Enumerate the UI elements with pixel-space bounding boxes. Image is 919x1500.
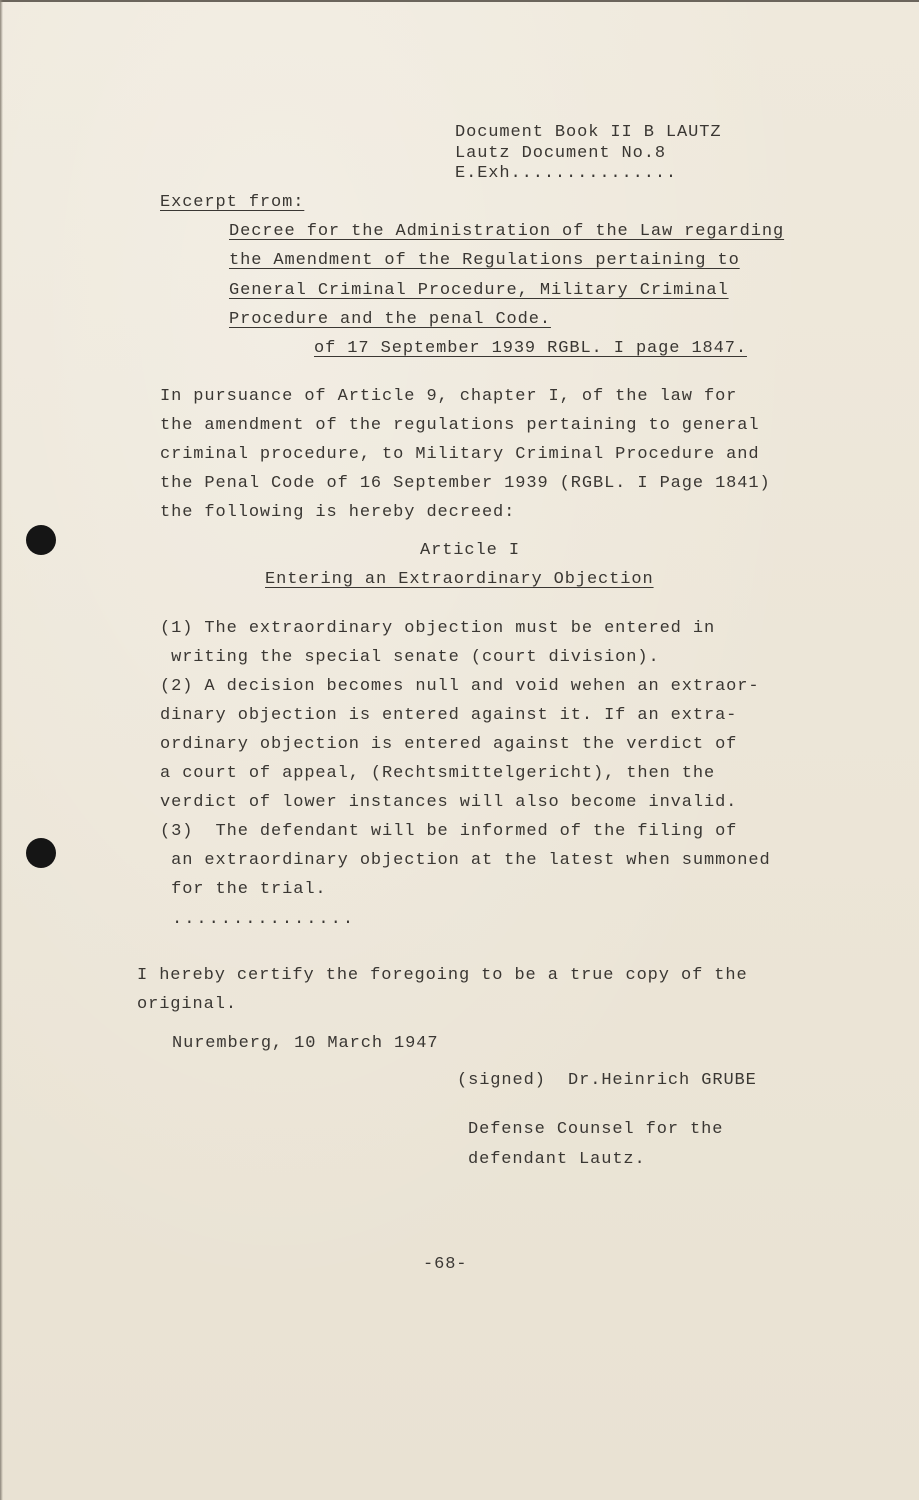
article-heading: Entering an Extraordinary Objection — [265, 570, 654, 589]
decree-title-line: Decree for the Administration of the Law regarding — [229, 222, 785, 241]
ellipsis-separator: ............... — [172, 910, 356, 929]
header-lautz-document: Lautz Document No.8 — [455, 144, 666, 163]
paragraph-line: a court of appeal, (Rechtsmittelgericht), then the — [160, 764, 716, 783]
decree-title-line: General Criminal Procedure, Military Criminal — [229, 281, 729, 300]
certification-line: original. — [137, 995, 237, 1014]
paragraph-line: (1) The extraordinary objection must be entered in — [160, 619, 716, 638]
punch-hole-upper — [26, 525, 56, 555]
paragraph-line: for the trial. — [160, 880, 327, 899]
signer-role-line: defendant Lautz. — [468, 1150, 646, 1169]
paragraph-line: verdict of lower instances will also become invalid. — [160, 793, 738, 812]
intro-line: the following is hereby decreed: — [160, 503, 516, 522]
excerpt-label: Excerpt from: — [160, 193, 305, 212]
intro-line: In pursuance of Article 9, chapter I, of the law for — [160, 387, 738, 406]
paragraph-line: ordinary objection is entered against the verdict of — [160, 735, 738, 754]
top-edge-line — [0, 0, 919, 2]
paragraph-line: writing the special senate (court division). — [160, 648, 660, 667]
punch-hole-lower — [26, 838, 56, 868]
intro-line: the amendment of the regulations pertaining to general — [160, 416, 760, 435]
article-number: Article I — [420, 541, 520, 560]
paragraph-line: an extraordinary objection at the latest when summoned — [160, 851, 771, 870]
header-document-book: Document Book II B LAUTZ — [455, 123, 722, 142]
decree-date-line: of 17 September 1939 RGBL. I page 1847. — [314, 339, 747, 358]
left-edge-shadow — [0, 0, 3, 1500]
signature-line: (signed) Dr.Heinrich GRUBE — [457, 1071, 757, 1090]
header-exhibit: E.Exh............... — [455, 164, 678, 183]
page-number: -68- — [423, 1255, 468, 1274]
paragraph-line: dinary objection is entered against it. If an extra- — [160, 706, 738, 725]
decree-title-line: Procedure and the penal Code. — [229, 310, 551, 329]
paragraph-line: (2) A decision becomes null and void wehen an extraor- — [160, 677, 760, 696]
intro-line: criminal procedure, to Military Criminal Procedure and — [160, 445, 760, 464]
intro-line: the Penal Code of 16 September 1939 (RGBL. I Page 1841) — [160, 474, 771, 493]
place-date: Nuremberg, 10 March 1947 — [172, 1034, 439, 1053]
paragraph-line: (3) The defendant will be informed of the filing of — [160, 822, 738, 841]
signer-role-line: Defense Counsel for the — [468, 1120, 724, 1139]
decree-title-line: the Amendment of the Regulations pertaining to — [229, 251, 740, 270]
certification-line: I hereby certify the foregoing to be a true copy of the — [137, 966, 748, 985]
